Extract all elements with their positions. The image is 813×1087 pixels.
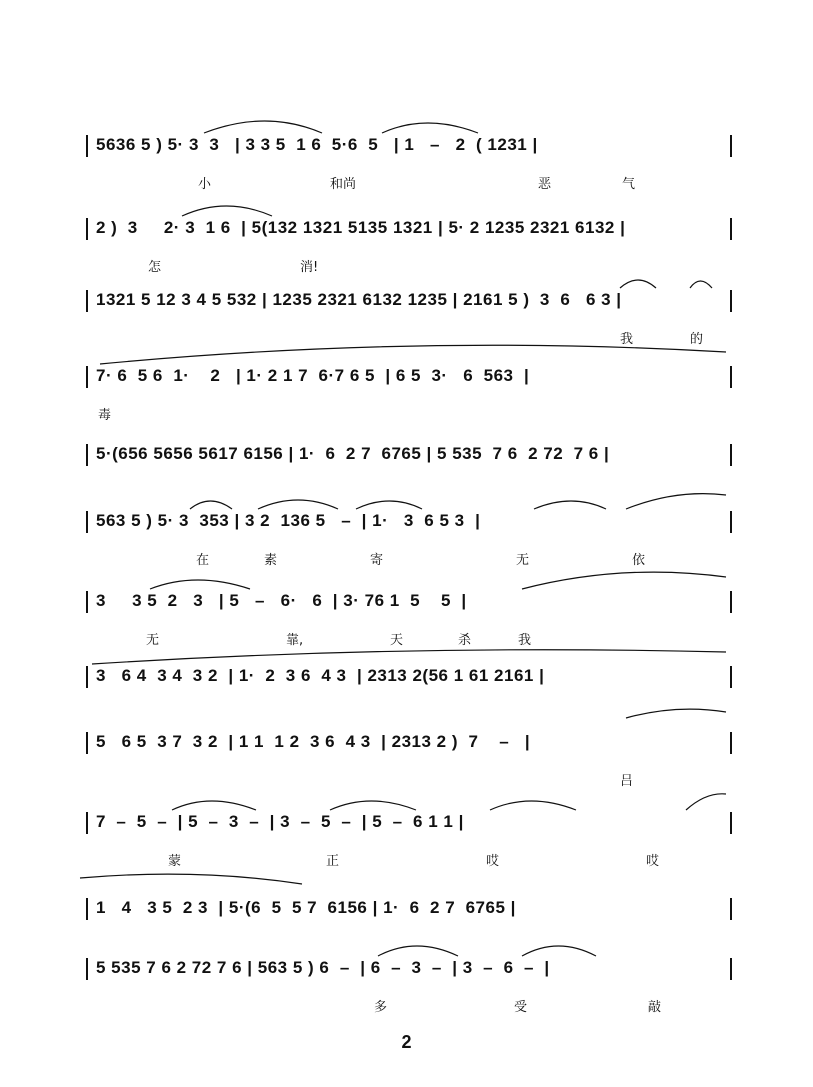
- lyric: 靠,: [286, 633, 304, 648]
- lyric: 哎: [646, 854, 660, 869]
- lyric: 依: [632, 553, 646, 568]
- score-system-1: [86, 131, 732, 191]
- slur-marks: [86, 788, 732, 812]
- barline: [730, 898, 732, 920]
- notation-line: 1 4 3 5 2 3 | 5·(6 5 5 7 6156 | 1· 6 2 7 6765 |: [96, 898, 516, 917]
- notation-line: 7 – 5 – | 5 – 3 – | 3 – 5 – | 5 – 6 1 1 |: [96, 812, 464, 831]
- barline: [86, 135, 88, 157]
- lyric: 和尚: [330, 177, 357, 192]
- lyric: 无: [516, 553, 530, 568]
- score-system-7: [86, 587, 732, 647]
- score-system-12: [86, 954, 732, 1014]
- barline: [86, 218, 88, 240]
- barline: [730, 666, 732, 688]
- lyric: 怎: [148, 260, 162, 275]
- score-system-9: [86, 728, 732, 788]
- lyric: 吕: [620, 774, 634, 789]
- barline: [86, 366, 88, 388]
- barline: [86, 898, 88, 920]
- barline: [730, 290, 732, 312]
- lyric: 小: [198, 177, 212, 192]
- barline: [730, 218, 732, 240]
- barline: [86, 591, 88, 613]
- notation-line: 3 6 4 3 4 3 2 | 1· 2 3 6 4 3 | 2313 2(56 1 61 2161 |: [96, 666, 545, 685]
- notation-line: 563 5 ) 5· 3 353 | 3 2 136 5 – | 1· 3 6 5 3 |: [96, 511, 481, 530]
- lyrics-line: [86, 404, 732, 426]
- lyric: 素: [264, 553, 278, 568]
- barline: [86, 444, 88, 466]
- slur-marks: [86, 487, 732, 511]
- barline: [86, 958, 88, 980]
- barline: [730, 732, 732, 754]
- page-number: 2: [401, 1032, 412, 1052]
- lyric: 消!: [300, 260, 319, 275]
- barline: [86, 732, 88, 754]
- barline: [86, 511, 88, 533]
- score-system-4: [86, 362, 732, 422]
- notation-line: 5636 5 ) 5· 3 3 | 3 3 5 1 6 5·6 5 | 1 – 2 ( 1231 |: [96, 135, 538, 154]
- barline: [86, 290, 88, 312]
- lyric: 杀: [458, 633, 472, 648]
- barline: [86, 812, 88, 834]
- slur-marks: [86, 266, 732, 290]
- notation-line: 5 6 5 3 7 3 2 | 1 1 1 2 3 6 4 3 | 2313 2 ) 7 – |: [96, 732, 531, 751]
- notation-line: 7· 6 5 6 1· 2 | 1· 2 1 7 6·7 6 5 | 6 5 3· 6 563 |: [96, 366, 530, 385]
- barline: [730, 444, 732, 466]
- lyrics-line: [86, 996, 732, 1018]
- lyric: 寄: [370, 553, 384, 568]
- score-system-3: [86, 286, 732, 346]
- slur-marks: [86, 934, 732, 958]
- notation-line: 1321 5 12 3 4 5 532 | 1235 2321 6132 1235 | 2161 5 ) 3 6 6 3 |: [96, 290, 622, 309]
- score-system-6: [86, 507, 732, 567]
- slur-marks: [86, 567, 732, 591]
- lyric: 恶: [538, 177, 552, 192]
- lyric: 蒙: [168, 854, 182, 869]
- barline: [730, 366, 732, 388]
- slur-marks: [86, 708, 732, 732]
- barline: [730, 591, 732, 613]
- notation-line: 5·(656 5656 5617 6156 | 1· 6 2 7 6765 | 5 535 7 6 2 72 7 6 |: [96, 444, 610, 463]
- notation-line: 5 535 7 6 2 72 7 6 | 563 5 ) 6 – | 6 – 3 – | 3 – 6 – |: [96, 958, 550, 977]
- lyric: 无: [146, 633, 160, 648]
- lyric: 在: [196, 553, 210, 568]
- notation-line: 3 3 5 2 3 | 5 – 6· 6 | 3· 76 1 5 5 |: [96, 591, 467, 610]
- lyric: 我: [620, 332, 634, 347]
- slur-marks: [86, 342, 732, 366]
- lyric: 我: [518, 633, 532, 648]
- lyric: 气: [622, 177, 636, 192]
- score-system-10: [86, 808, 732, 868]
- lyrics-line: [86, 850, 732, 872]
- barline: [730, 135, 732, 157]
- slur-marks: [86, 642, 732, 666]
- barline: [730, 812, 732, 834]
- lyric: 的: [690, 332, 704, 347]
- notation-line: 2 ) 3 2· 3 1 6 | 5(132 1321 5135 1321 | 5· 2 1235 2321 6132 |: [96, 218, 626, 237]
- lyric: 天: [390, 633, 404, 648]
- slur-marks: [86, 111, 732, 135]
- slur-marks: [86, 194, 732, 218]
- barline: [730, 511, 732, 533]
- barline: [86, 666, 88, 688]
- lyric: 敲: [648, 1000, 662, 1015]
- barline: [730, 958, 732, 980]
- lyric: 毒: [98, 408, 112, 423]
- lyric: 哎: [486, 854, 500, 869]
- lyric: 受: [514, 1000, 528, 1015]
- lyrics-line: [86, 173, 732, 195]
- lyric: 多: [374, 1000, 388, 1015]
- score-system-2: [86, 214, 732, 274]
- lyric: 正: [326, 854, 340, 869]
- slur-marks: [86, 874, 732, 898]
